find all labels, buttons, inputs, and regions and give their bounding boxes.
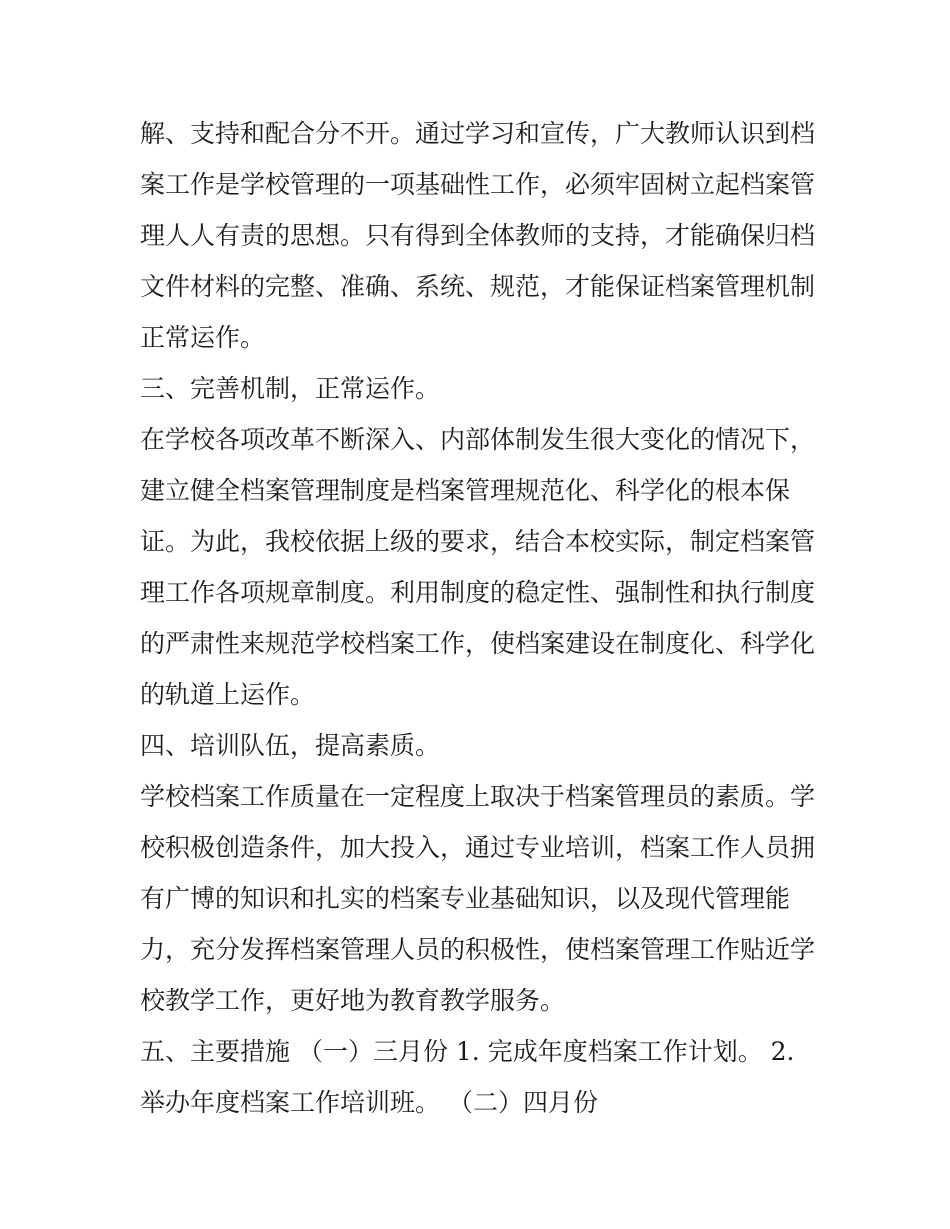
section-heading-5: 五、主要措施 （一）三月份 1. 完成年度档案工作计划。 2.: [140, 1037, 795, 1066]
text-line: 文件材料的完整、准确、系统、规范，才能保证档案管理机制: [140, 272, 816, 301]
text-line: 解、支持和配合分不开。通过学习和宣传，广大教师认识到档: [140, 119, 816, 148]
text-line: 正常运作。: [140, 323, 266, 352]
text-line: 学校档案工作质量在一定程度上取决于档案管理员的素质。学: [140, 782, 816, 811]
text-line: 举办年度档案工作培训班。 （二）四月份: [140, 1088, 598, 1117]
text-line: 校积极创造条件，加大投入，通过专业培训，档案工作人员拥: [140, 833, 816, 862]
section-heading-4: 四、培训队伍，提高素质。: [140, 731, 441, 760]
text-line: 校教学工作，更好地为教育教学服务。: [140, 986, 566, 1015]
text-line: 建立健全档案管理制度是档案管理规范化、科学化的根本保: [140, 476, 791, 505]
section-heading-3: 三、完善机制，正常运作。: [140, 374, 441, 403]
text-line: 证。为此，我校依据上级的要求，结合本校实际，制定档案管: [140, 527, 816, 556]
text-line: 在学校各项改革不断深入、内部体制发生很大变化的情况下，: [140, 425, 816, 454]
text-line: 力，充分发挥档案管理人员的积极性，使档案管理工作贴近学: [140, 935, 816, 964]
text-line: 的轨道上运作。: [140, 680, 316, 709]
body-text: [140, 108, 820, 1128]
text-line: 理工作各项规章制度。利用制度的稳定性、强制性和执行制度: [140, 578, 816, 607]
text-line: 有广博的知识和扎实的档案专业基础知识，以及现代管理能: [140, 884, 791, 913]
text-line: 的严肃性来规范学校档案工作，使档案建设在制度化、科学化: [140, 629, 816, 658]
text-line: 案工作是学校管理的一项基础性工作，必须牢固树立起档案管: [140, 170, 816, 199]
text-line: 理人人有责的思想。只有得到全体教师的支持，才能确保归档: [140, 221, 816, 250]
